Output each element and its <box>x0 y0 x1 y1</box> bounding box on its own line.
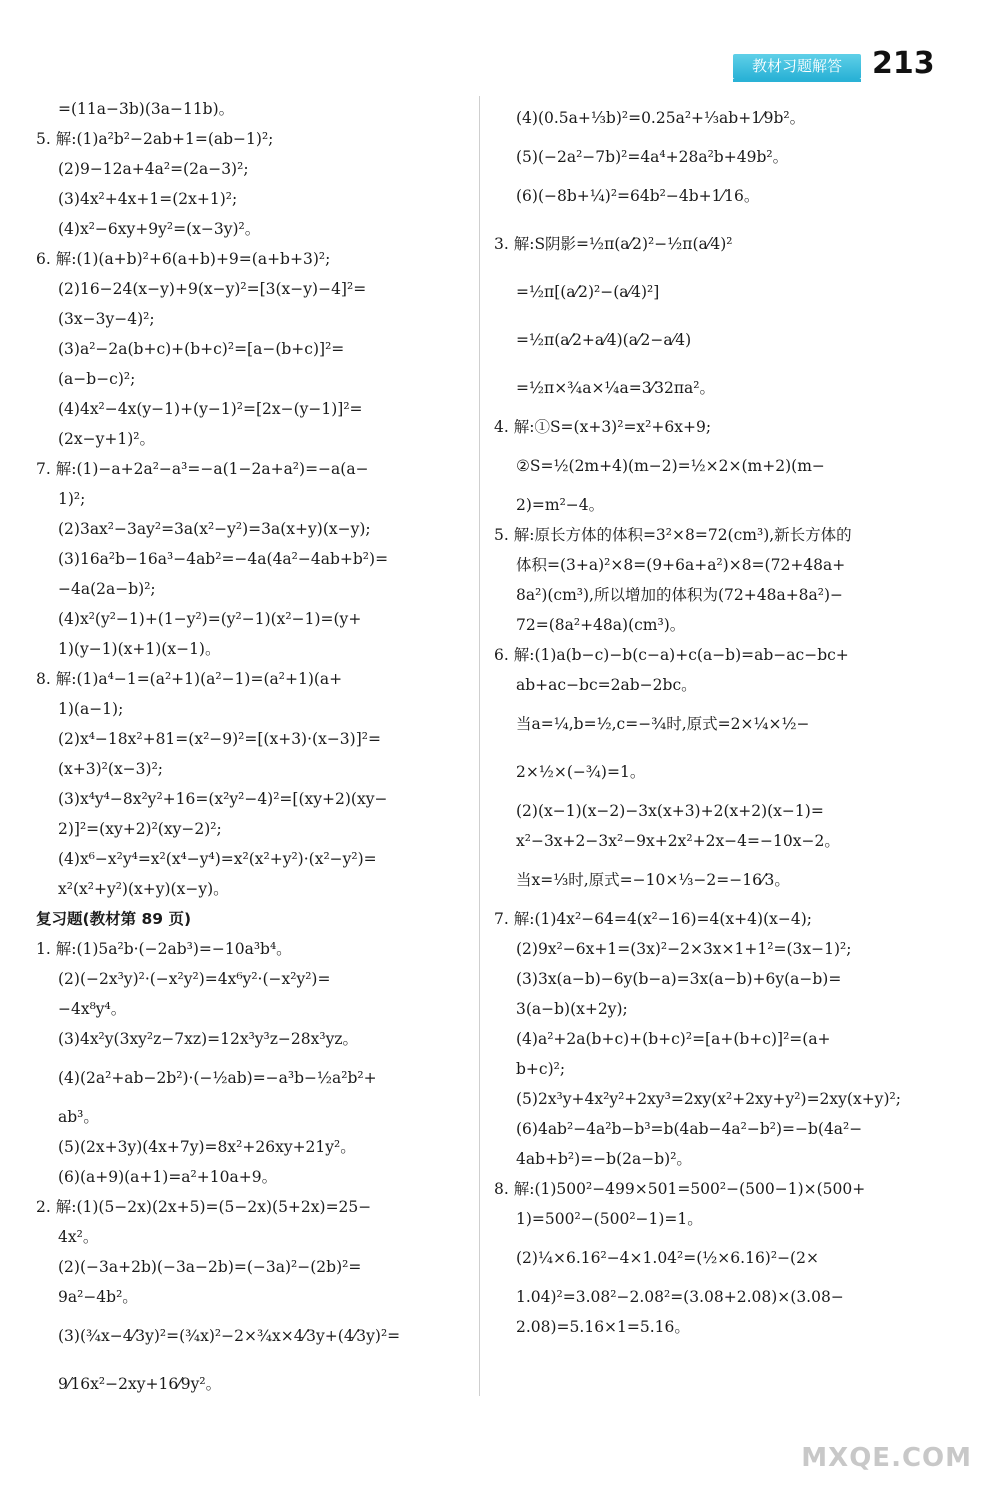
text-line: =½π(a⁄2+a⁄4)(a⁄2−a⁄4) <box>516 331 692 349</box>
text-line: =(11a−3b)(3a−11b)。 <box>58 100 235 118</box>
text-line: 5. 解:原长方体的体积=3²×8=72(cm³),新长方体的 <box>494 526 852 544</box>
text-line: 1. 解:(1)5a²b·(−2ab³)=−10a³b⁴。 <box>36 940 292 958</box>
text-line: b+c)²; <box>516 1060 566 1078</box>
text-line: (3)4x²+4x+1=(2x+1)²; <box>58 190 238 208</box>
text-line: (5)(2x+3y)(4x+7y)=8x²+26xy+21y²。 <box>58 1138 356 1156</box>
text-line: 1)(a−1); <box>58 700 124 718</box>
text-line: (3)(¾x−4⁄3y)²=(¾x)²−2×¾x×4⁄3y+(4⁄3y)²= <box>58 1327 401 1345</box>
text-line: 4. 解:①S=(x+3)²=x²+6x+9; <box>494 418 712 436</box>
text-line: (6)(a+9)(a+1)=a²+10a+9。 <box>58 1168 278 1186</box>
text-line: 3. 解:S阴影=½π(a⁄2)²−½π(a⁄4)² <box>494 235 733 253</box>
text-line: −4x⁸y⁴。 <box>58 1000 127 1018</box>
text-line: (2)¼×6.16²−4×1.04²=(½×6.16)²−(2× <box>516 1249 819 1267</box>
header-underline <box>733 79 861 82</box>
section-heading: 复习题(教材第 89 页) <box>36 910 192 928</box>
text-line: (4)(0.5a+⅓b)²=0.25a²+⅓ab+1⁄9b²。 <box>516 109 806 127</box>
text-line: 3(a−b)(x+2y); <box>516 1000 628 1018</box>
text-line: (4)x²−6xy+9y²=(x−3y)²。 <box>58 220 261 238</box>
text-line: (3)3x(a−b)−6y(b−a)=3x(a−b)+6y(a−b)= <box>516 970 842 988</box>
text-line: 6. 解:(1)a(b−c)−b(c−a)+c(a−b)=ab−ac−bc+ <box>494 646 849 664</box>
text-line: 7. 解:(1)−a+2a²−a³=−a(1−2a+a²)=−a(a− <box>36 460 369 478</box>
text-line: (2)9−12a+4a²=(2a−3)²; <box>58 160 249 178</box>
text-line: (a−b−c)²; <box>58 370 136 388</box>
text-line: (4)4x²−4x(y−1)+(y−1)²=[2x−(y−1)]²= <box>58 400 363 418</box>
text-line: 9a²−4b²。 <box>58 1288 138 1306</box>
text-line: (2)3ax²−3ay²=3a(x²−y²)=3a(x+y)(x−y); <box>58 520 371 538</box>
text-line: 72=(8a²+48a)(cm³)。 <box>516 616 686 634</box>
text-line: (4)a²+2a(b+c)+(b+c)²=[a+(b+c)]²=(a+ <box>516 1030 831 1048</box>
text-line: 2.08)=5.16×1=5.16。 <box>516 1318 690 1336</box>
text-line: (x+3)²(x−3)²; <box>58 760 164 778</box>
text-line: (4)x⁶−x²y⁴=x²(x⁴−y⁴)=x²(x²+y²)·(x²−y²)= <box>58 850 377 868</box>
column-divider <box>479 96 480 1396</box>
text-line: 2×½×(−¾)=1。 <box>516 763 646 781</box>
text-line: (3)a²−2a(b+c)+(b+c)²=[a−(b+c)]²= <box>58 340 345 358</box>
text-line: (2)9x²−6x+1=(3x)²−2×3x×1+1²=(3x−1)²; <box>516 940 852 958</box>
text-line: 1.04)²=3.08²−2.08²=(3.08+2.08)×(3.08− <box>516 1288 844 1306</box>
text-line: 1)(y−1)(x+1)(x−1)。 <box>58 640 221 658</box>
text-line: (4)(2a²+ab−2b²)·(−½ab)=−a³b−½a²b²+ <box>58 1069 377 1087</box>
text-line: 7. 解:(1)4x²−64=4(x²−16)=4(x+4)(x−4); <box>494 910 812 928</box>
watermark: MXQE.COM <box>801 1443 972 1473</box>
text-line: =½π[(a⁄2)²−(a⁄4)²] <box>516 283 660 301</box>
text-line: (2x−y+1)²。 <box>58 430 156 448</box>
text-line: (5)2x³y+4x²y²+2xy³=2xy(x²+2xy+y²)=2xy(x+y)²; <box>516 1090 901 1108</box>
text-line: (3x−3y−4)²; <box>58 310 155 328</box>
text-line: ab³。 <box>58 1108 99 1126</box>
text-line: 当x=⅓时,原式=−10×⅓−2=−16⁄3。 <box>516 871 790 889</box>
text-line: 9⁄16x²−2xy+16⁄9y²。 <box>58 1375 222 1393</box>
text-line: x²(x²+y²)(x+y)(x−y)。 <box>58 880 229 898</box>
text-line: 5. 解:(1)a²b²−2ab+1=(ab−1)²; <box>36 130 274 148</box>
text-line: (4)x²(y²−1)+(1−y²)=(y²−1)(x²−1)=(y+ <box>58 610 362 628</box>
text-line: (6)4ab²−4a²b−b³=b(4ab−4a²−b²)=−b(4a²− <box>516 1120 863 1138</box>
right-column <box>494 94 926 1342</box>
text-line: 当a=¼,b=½,c=−¾时,原式=2×¼×½− <box>516 715 810 733</box>
text-line: (3)16a²b−16a³−4ab²=−4a(4a²−4ab+b²)= <box>58 550 389 568</box>
text-line: (5)(−2a²−7b)²=4a⁴+28a²b+49b²。 <box>516 148 789 166</box>
text-line: 2. 解:(1)(5−2x)(2x+5)=(5−2x)(5+2x)=25− <box>36 1198 372 1216</box>
left-column <box>36 94 462 1408</box>
text-line: −4a(2a−b)²; <box>58 580 156 598</box>
text-line: 8. 解:(1)a⁴−1=(a²+1)(a²−1)=(a²+1)(a+ <box>36 670 343 688</box>
text-line: (2)(−2x³y)²·(−x²y²)=4x⁶y²·(−x²y²)= <box>58 970 331 988</box>
text-line: 8a²)(cm³),所以增加的体积为(72+48a+8a²)− <box>516 586 844 604</box>
text-line: (2)(−3a+2b)(−3a−2b)=(−3a)²−(2b)²= <box>58 1258 362 1276</box>
text-line: 2)]²=(xy+2)²(xy−2)²; <box>58 820 222 838</box>
text-line: (3)4x²y(3xy²z−7xz)=12x³y³z−28x³yz。 <box>58 1030 359 1048</box>
text-line: 8. 解:(1)500²−499×501=500²−(500−1)×(500+ <box>494 1180 866 1198</box>
text-line: 2)=m²−4。 <box>516 496 605 514</box>
text-line: (2)16−24(x−y)+9(x−y)²=[3(x−y)−4]²= <box>58 280 367 298</box>
text-line: 1)²; <box>58 490 86 508</box>
page-number: 213 <box>872 46 935 81</box>
text-line: 体积=(3+a)²×8=(9+6a+a²)×8=(72+48a+ <box>516 556 846 574</box>
text-line: 4ab+b²)=−b(2a−b)²。 <box>516 1150 692 1168</box>
text-line: (2)x⁴−18x²+81=(x²−9)²=[(x+3)·(x−3)]²= <box>58 730 381 748</box>
text-line: 1)=500²−(500²−1)=1。 <box>516 1210 703 1228</box>
header-tag: 教材习题解答 <box>733 54 861 79</box>
text-line: ②S=½(2m+4)(m−2)=½×2×(m+2)(m− <box>516 457 825 475</box>
text-line: ab+ac−bc=2ab−2bc。 <box>516 676 697 694</box>
text-line: (2)(x−1)(x−2)−3x(x+3)+2(x+2)(x−1)= <box>516 802 824 820</box>
text-line: (3)x⁴y⁴−8x²y²+16=(x²y²−4)²=[(xy+2)(xy− <box>58 790 388 808</box>
text-line: 4x²。 <box>58 1228 99 1246</box>
text-line: (6)(−8b+¼)²=64b²−4b+1⁄16。 <box>516 187 760 205</box>
text-line: =½π×¾a×¼a=3⁄32πa²。 <box>516 379 716 397</box>
text-line: 6. 解:(1)(a+b)²+6(a+b)+9=(a+b+3)²; <box>36 250 331 268</box>
text-line: x²−3x+2−3x²−9x+2x²+2x−4=−10x−2。 <box>516 832 840 850</box>
